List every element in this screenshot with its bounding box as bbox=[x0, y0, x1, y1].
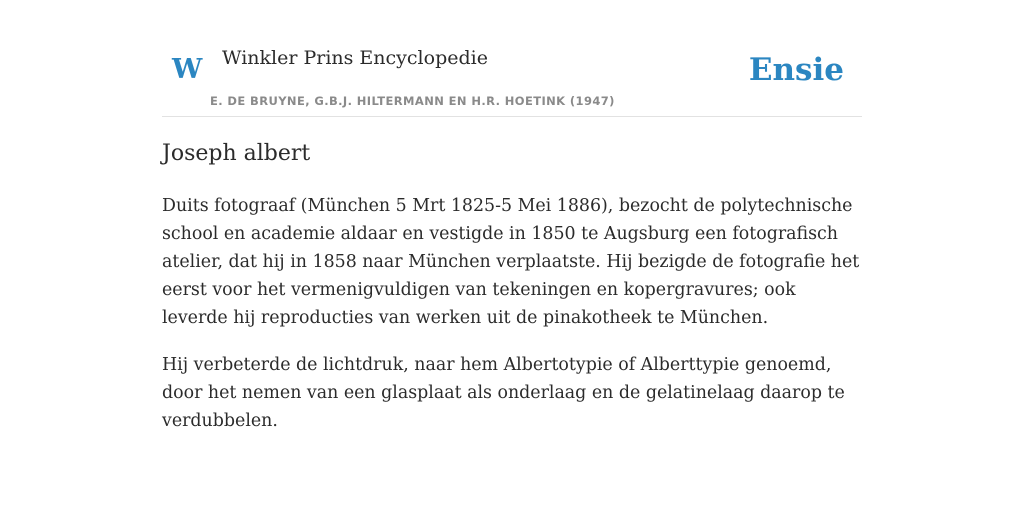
article bbox=[162, 138, 862, 435]
article-paragraph: Duits fotograaf (München 5 Mrt 1825-5 Mei 1886), bezocht de polytechnische school en academie aldaar en vestigde in 1850 te Augsburg een fotografisch atelier, dat hij in 1858 naar München verplaatste. Hij bezigde de fotografie het eerst voor het vermenigvuldigen van tekeningen en kopergravures; ook leverde hij reproducties van werken uit de pinakotheek te München. bbox=[162, 196, 860, 328]
article-paragraph: Hij verbeterde de lichtdruk, naar hem Albertotypie of Alberttypie genoemd, door het nemen van een glasplaat als onderlaag en de gelatinelaag daarop te verdubbelen. bbox=[162, 355, 845, 431]
source-authors: E. DE BRUYNE, G.B.J. HILTERMANN EN H.R. HOETINK (1947) bbox=[210, 94, 615, 108]
source-title[interactable]: Winkler Prins Encyclopedie bbox=[222, 47, 488, 69]
brand-logo[interactable]: Ensie bbox=[748, 52, 844, 88]
source-header bbox=[162, 36, 862, 117]
article-title: Joseph albert bbox=[162, 141, 311, 166]
source-logo[interactable]: W bbox=[172, 54, 203, 85]
